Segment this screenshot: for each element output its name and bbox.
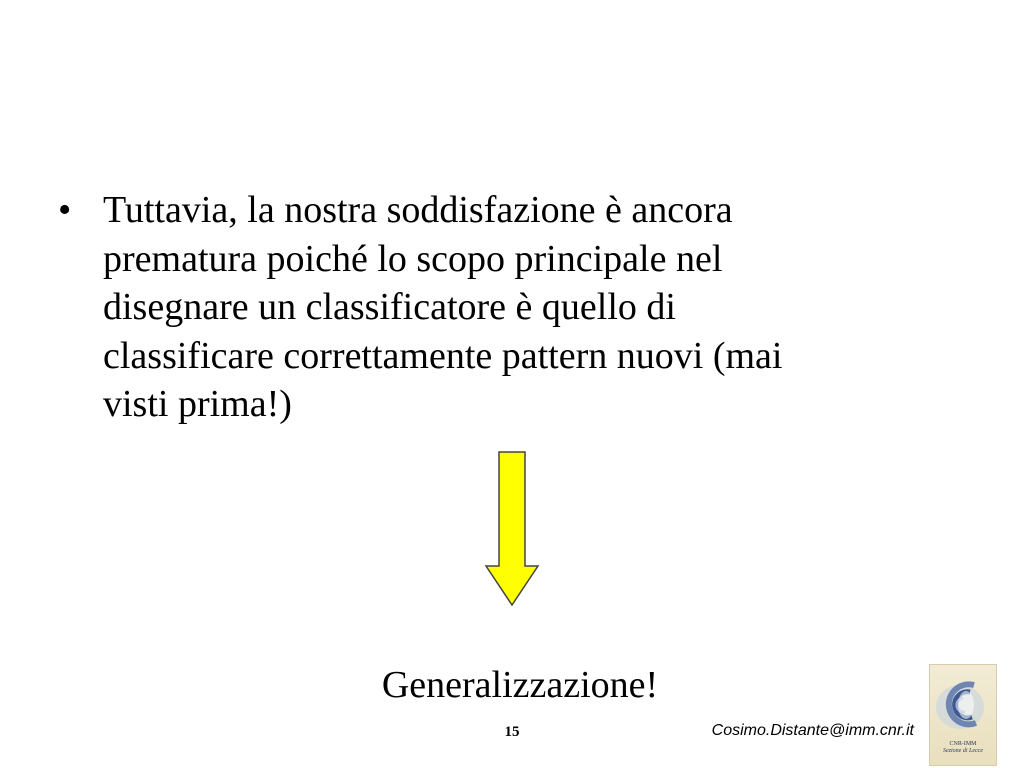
cnr-imm-logo bbox=[929, 664, 997, 766]
bullet-marker: • bbox=[58, 189, 72, 231]
bullet-text: Tuttavia, la nostra soddisfazione è ancora prematura poiché lo scopo principale nel disegnare un classificatore è quello di classificare correttamente pattern nuovi (mai visti prima!) bbox=[103, 189, 783, 425]
author-email: Cosimo.Distante@imm.cnr.it bbox=[711, 722, 914, 739]
logo-title: CNR-IMM bbox=[949, 741, 977, 747]
bullet-item bbox=[58, 186, 938, 429]
page-number: 15 bbox=[504, 724, 520, 740]
logo-subtitle: Sezione di Lecce bbox=[943, 748, 983, 754]
cnr-logo-icon bbox=[930, 665, 996, 741]
conclusion-text: Generalizzazione! bbox=[381, 664, 659, 706]
down-arrow-icon bbox=[484, 450, 540, 613]
